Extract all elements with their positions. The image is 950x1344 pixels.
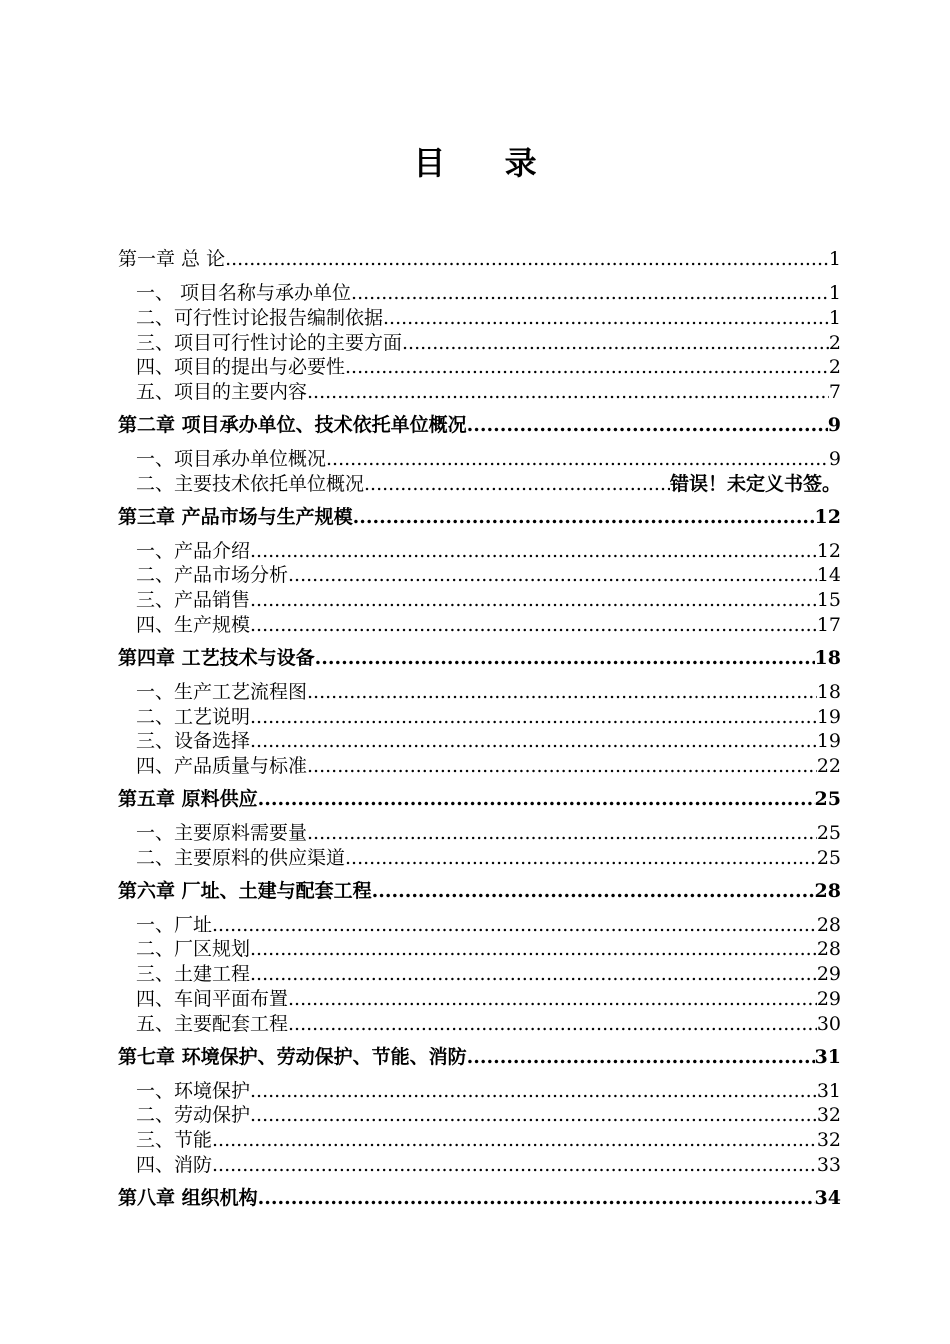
toc-chapter-entry-page-number: 28 — [814, 879, 841, 902]
toc-section-entry-label: 一、生产工艺流程图 — [136, 680, 308, 703]
dot-leader — [288, 564, 817, 586]
toc-section-entry[interactable] — [118, 560, 841, 585]
toc-section-entry-page-number: 29 — [816, 987, 841, 1010]
dot-leader — [353, 506, 815, 528]
dot-leader — [288, 988, 817, 1010]
toc-section-entry[interactable] — [118, 984, 841, 1009]
toc-section-entry[interactable] — [118, 959, 841, 984]
toc-chapter-entry[interactable] — [118, 1183, 841, 1209]
toc-section-entry-page-number: 14 — [816, 564, 841, 587]
toc-section-entry-page-number: 31 — [816, 1079, 841, 1102]
dot-leader — [307, 381, 829, 403]
toc-section-entry-page-number: 33 — [816, 1153, 841, 1176]
toc-section-entry-label: 二、主要技术依托单位概况 — [136, 472, 365, 495]
toc-section-entry-page-number: 32 — [816, 1104, 841, 1127]
toc-section-entry[interactable] — [118, 1125, 841, 1150]
toc-section-entry-page-number: 19 — [816, 730, 841, 753]
dot-leader — [402, 332, 829, 354]
dot-leader — [315, 647, 815, 669]
toc-section-entry[interactable] — [118, 843, 841, 868]
toc-section-entry-page-number: 7 — [828, 381, 841, 404]
dot-leader — [258, 788, 815, 810]
toc-section-entry-label: 一、项目承办单位概况 — [136, 447, 327, 470]
dot-leader — [326, 448, 829, 470]
toc-section-entry[interactable] — [118, 726, 841, 751]
toc-section-entry[interactable] — [118, 328, 841, 353]
dot-leader — [351, 282, 829, 304]
toc-section-entry-label: 五、项目的主要内容 — [136, 381, 308, 404]
toc-section-entry-label: 三、产品销售 — [136, 589, 251, 612]
dot-leader — [250, 589, 817, 611]
toc-section-entry-page-number: 29 — [816, 963, 841, 986]
toc-section-entry-label: 一、主要原料需要量 — [136, 821, 308, 844]
toc-section-entry[interactable] — [118, 303, 841, 328]
dot-leader — [250, 706, 817, 728]
dot-leader — [467, 1046, 815, 1068]
toc-section-entry-page-number: 2 — [828, 331, 841, 354]
toc-section-entry-label: 一、厂址 — [136, 913, 213, 936]
toc-section-entry-page-number: 28 — [816, 938, 841, 961]
dot-leader — [288, 1013, 817, 1035]
toc-section-entry[interactable] — [118, 377, 841, 402]
toc-section-entry-label: 三、节能 — [136, 1129, 213, 1152]
dot-leader — [364, 473, 670, 495]
toc-section-entry-label: 四、车间平面布置 — [136, 987, 289, 1010]
toc-section-entry-label: 二、可行性讨论报告编制依据 — [136, 306, 384, 329]
toc-chapter-entry-page-number: 1 — [828, 248, 841, 270]
toc-section-entry[interactable] — [118, 702, 841, 727]
toc-section-entry[interactable] — [118, 910, 841, 935]
toc-section-entry-label: 四、消防 — [136, 1153, 213, 1176]
toc-chapter-entry[interactable] — [118, 784, 841, 810]
toc-section-entry-page-number: 18 — [816, 680, 841, 703]
toc-chapter-entry-page-number: 31 — [814, 1045, 841, 1068]
toc-section-entry[interactable] — [118, 1100, 841, 1125]
toc-chapter-entry[interactable] — [118, 244, 841, 270]
toc-section-entry-page-number: 12 — [816, 539, 841, 562]
toc-section-entry-page-number: 28 — [816, 913, 841, 936]
toc-section-entry[interactable] — [118, 610, 841, 635]
toc-section-entry[interactable] — [118, 751, 841, 776]
toc-section-entry-page-number: 32 — [816, 1129, 841, 1152]
toc-section-entry-page-number: 25 — [816, 821, 841, 844]
dot-leader — [345, 356, 829, 378]
toc-section-entry-label: 二、厂区规划 — [136, 938, 251, 961]
toc-chapter-entry-label: 第四章 工艺技术与设备 — [118, 646, 315, 669]
toc-chapter-entry-page-number: 12 — [814, 505, 841, 528]
toc-section-entry-label: 二、产品市场分析 — [136, 564, 289, 587]
toc-section-entry-page-number: 2 — [828, 356, 841, 379]
toc-chapter-entry[interactable] — [118, 1042, 841, 1068]
dot-leader — [250, 614, 817, 636]
toc-section-entry-page-number: 19 — [816, 705, 841, 728]
toc-section-entry[interactable] — [118, 1150, 841, 1175]
toc-chapter-entry-label: 第七章 环境保护、劳动保护、节能、消防 — [118, 1045, 467, 1068]
dot-leader — [250, 1104, 817, 1126]
dot-leader — [307, 755, 817, 777]
toc-chapter-entry-label: 第一章 总 论 — [118, 248, 226, 270]
toc-section-entry-page-number: 22 — [816, 755, 841, 778]
toc-section-entry[interactable] — [118, 1076, 841, 1101]
toc-chapter-entry-label: 第八章 组织机构 — [118, 1186, 258, 1209]
dot-leader — [307, 822, 817, 844]
toc-chapter-entry-page-number: 9 — [827, 413, 841, 436]
toc-section-entry-label: 四、项目的提出与必要性 — [136, 356, 346, 379]
toc-section-entry-page-number: 错误！未定义书签。 — [669, 472, 841, 495]
toc-section-entry[interactable] — [118, 818, 841, 843]
dot-leader — [250, 1080, 817, 1102]
toc-section-entry-label: 五、主要配套工程 — [136, 1012, 289, 1035]
toc-chapter-entry-label: 第六章 厂址、土建与配套工程 — [118, 879, 372, 902]
toc-section-entry-label: 四、产品质量与标准 — [136, 755, 308, 778]
toc-section-entry-label: 一、 项目名称与承办单位 — [136, 282, 352, 304]
dot-leader — [307, 681, 817, 703]
dot-leader — [258, 1187, 815, 1209]
dot-leader — [250, 938, 817, 960]
toc-chapter-entry-label: 第五章 原料供应 — [118, 787, 258, 810]
toc-section-entry-page-number: 25 — [816, 846, 841, 869]
toc-section-entry[interactable] — [118, 352, 841, 377]
page-title: 目 录 — [413, 144, 561, 182]
dot-leader — [250, 540, 817, 562]
toc-section-entry-label: 三、土建工程 — [136, 963, 251, 986]
table-of-contents — [118, 244, 841, 1209]
dot-leader — [250, 963, 817, 985]
toc-section-entry[interactable] — [118, 536, 841, 561]
toc-section-entry-page-number: 1 — [828, 306, 841, 329]
toc-section-entry[interactable] — [118, 677, 841, 702]
dot-leader — [212, 1129, 817, 1151]
toc-chapter-entry[interactable] — [118, 410, 841, 436]
toc-section-entry[interactable] — [118, 1009, 841, 1034]
toc-chapter-entry[interactable] — [118, 643, 841, 669]
toc-section-entry-label: 一、产品介绍 — [136, 539, 251, 562]
toc-chapter-entry-label: 第三章 产品市场与生产规模 — [118, 505, 353, 528]
toc-section-entry-page-number: 1 — [828, 282, 841, 304]
toc-section-entry[interactable] — [118, 278, 841, 303]
toc-section-entry-label: 二、主要原料的供应渠道 — [136, 846, 346, 869]
toc-section-entry[interactable] — [118, 585, 841, 610]
toc-section-entry-label: 三、设备选择 — [136, 730, 251, 753]
dot-leader — [212, 1154, 817, 1176]
toc-chapter-entry-page-number: 34 — [814, 1186, 841, 1209]
toc-section-entry-page-number: 15 — [816, 589, 841, 612]
dot-leader — [467, 414, 828, 436]
toc-section-entry-page-number: 9 — [828, 447, 841, 470]
dot-leader — [212, 914, 817, 936]
toc-chapter-entry-label: 第二章 项目承办单位、技术依托单位概况 — [118, 413, 467, 436]
dot-leader — [225, 248, 829, 270]
toc-section-entry-label: 二、工艺说明 — [136, 705, 251, 728]
toc-section-entry-page-number: 30 — [816, 1012, 841, 1035]
toc-section-entry-label: 一、环境保护 — [136, 1079, 251, 1102]
toc-chapter-entry[interactable] — [118, 876, 841, 902]
toc-section-entry[interactable] — [118, 469, 841, 494]
toc-section-entry-label: 二、劳动保护 — [136, 1104, 251, 1127]
toc-section-entry-label: 四、生产规模 — [136, 613, 251, 636]
toc-section-entry[interactable] — [118, 934, 841, 959]
dot-leader — [383, 307, 829, 329]
dot-leader — [372, 880, 815, 902]
dot-leader — [250, 730, 817, 752]
toc-section-entry[interactable] — [118, 444, 841, 469]
toc-chapter-entry[interactable] — [118, 502, 841, 528]
toc-section-entry-page-number: 17 — [816, 613, 841, 636]
dot-leader — [345, 847, 817, 869]
toc-section-entry-label: 三、项目可行性讨论的主要方面 — [136, 331, 403, 354]
toc-chapter-entry-page-number: 18 — [814, 646, 841, 669]
toc-chapter-entry-page-number: 25 — [814, 787, 841, 810]
